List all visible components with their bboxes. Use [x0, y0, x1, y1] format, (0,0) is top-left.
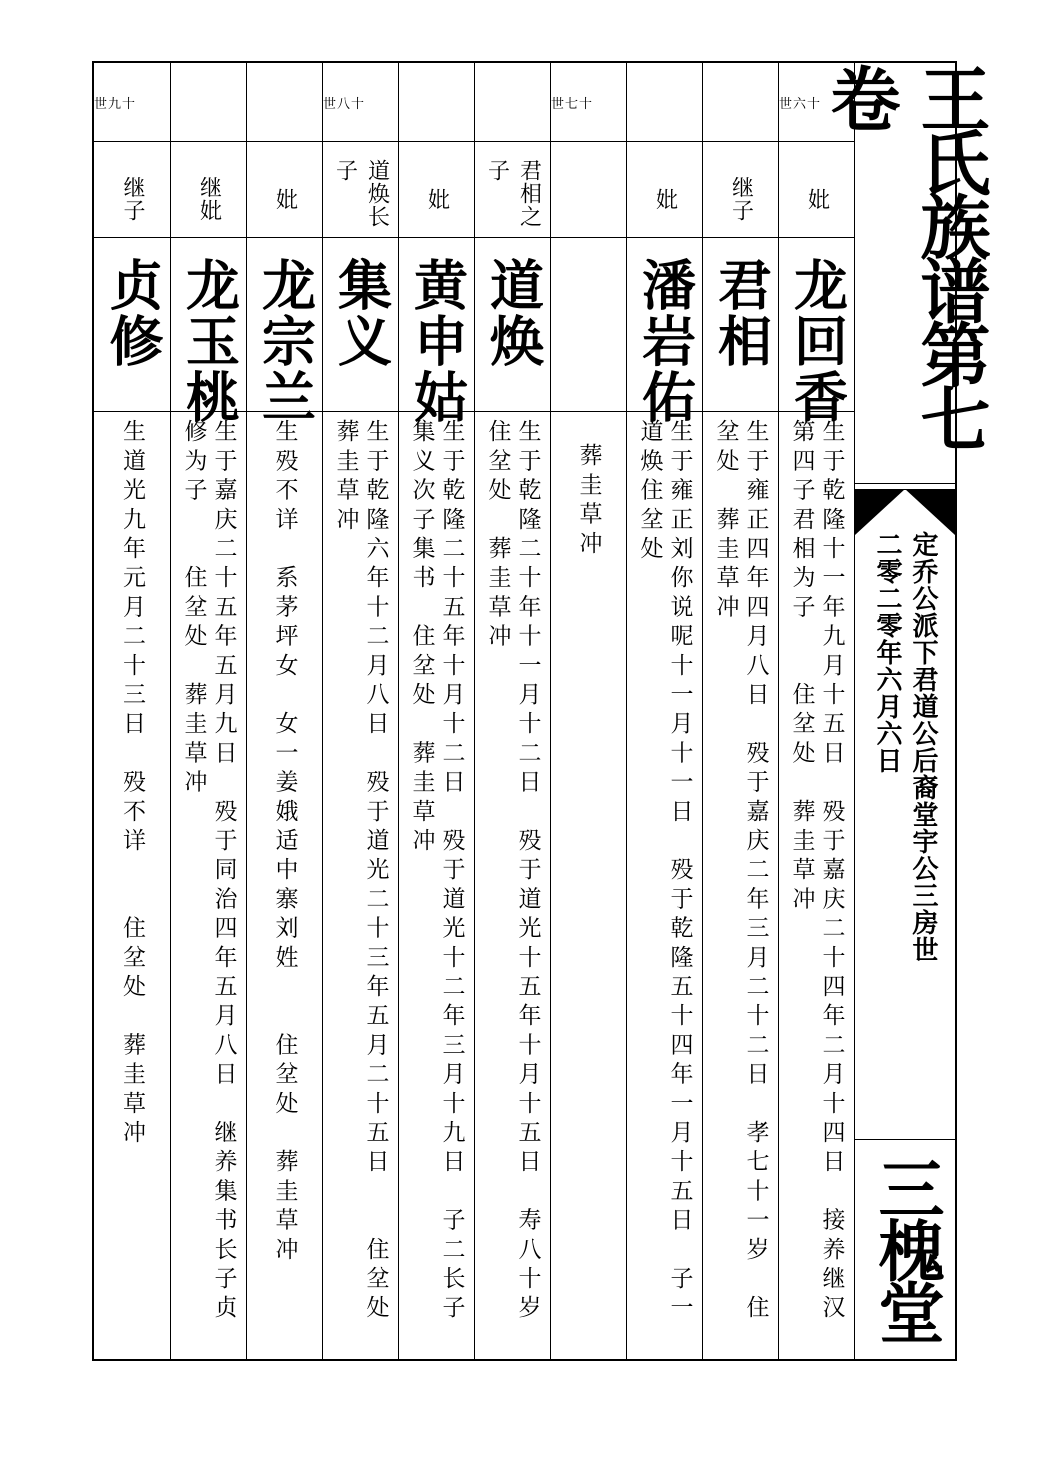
person-name: 潘岩佑	[633, 257, 697, 425]
generation-label: 世六十	[779, 97, 822, 112]
role-label: 妣	[804, 187, 830, 211]
role-label: 君相之子	[484, 159, 542, 228]
column-huang-shengu	[399, 63, 475, 1359]
row-divider-role	[94, 237, 855, 238]
row-divider-generation	[94, 141, 855, 142]
biography-text: 葬圭草冲	[575, 443, 602, 560]
generation-label: 世九十	[94, 97, 137, 112]
hall-separator	[855, 1139, 955, 1140]
role-label: 妣	[424, 187, 450, 211]
person-name: 君相	[709, 257, 773, 369]
lineage-subtitle: 定乔公派下君道公后裔堂宇公三房世	[908, 531, 938, 963]
book-title: 王氏族谱第七卷	[819, 63, 991, 447]
role-label: 妣	[652, 187, 678, 211]
biography-text: 生于乾隆十一年九月十五日 殁于嘉庆二十四年二月十四日 接养继汉第四子君相为子 住坌处 葬圭草冲	[788, 419, 845, 1325]
column-jun-xiang	[703, 63, 779, 1359]
column-long-yutao	[171, 63, 247, 1359]
fish-tail-ornament-icon	[855, 487, 955, 537]
biography-text: 生于乾隆二十年十一月十二日 殁于道光十五年十月十五日 寿八十岁 住坌处 葬圭草冲	[484, 419, 541, 1354]
generation-label: 世八十	[323, 97, 366, 112]
person-name: 贞修	[101, 257, 164, 369]
date-subtitle: 二零二零年六月六日	[872, 531, 902, 774]
role-label: 道焕长子	[332, 159, 390, 228]
person-name: 龙玉桃	[177, 257, 241, 425]
person-name: 龙回香	[785, 257, 849, 425]
biography-text: 生于乾隆六年十二月八日 殁于道光二十三年五月二十五日 住坌处 葬圭草冲	[332, 419, 389, 1354]
biography-text: 生道光九年元月二十三日 殁不详 住坌处 葬圭草冲	[119, 419, 145, 1149]
hall-name: 三槐堂	[867, 1155, 944, 1341]
generation-label: 世七十	[551, 97, 594, 112]
role-label: 继子	[728, 176, 754, 222]
title-separator	[855, 483, 955, 484]
column-pan-yanyou	[627, 63, 703, 1359]
column-dao-huan	[475, 63, 551, 1359]
column-ji-yi	[323, 63, 399, 1359]
biography-text: 生殁不详 系茅坪女 女一姜娥适中寨刘姓 住坌处 葬圭草冲	[271, 419, 298, 1266]
person-name: 龙宗兰	[253, 257, 317, 425]
column-long-zonglan	[247, 63, 323, 1359]
row-divider-name	[94, 411, 855, 412]
role-label: 继妣	[196, 176, 222, 222]
genealogy-page	[92, 61, 991, 1361]
column-zhen-xiu	[94, 63, 171, 1359]
biography-text: 生于乾隆二十五年十月十二日 殁于道光十二年三月十九日 子二长子集义次子集书 住坌处 葬圭草冲	[408, 419, 465, 1325]
biography-text: 生于雍正四年四月八日 殁于嘉庆二年三月二十二日 孝七十一岁 住坌处 葬圭草冲	[712, 419, 769, 1325]
role-label: 妣	[272, 187, 298, 211]
biography-text: 生于嘉庆二十五年五月九日 殁于同治四年五月八日 继养集书长子贞修为子 住坌处 葬圭草冲	[180, 419, 237, 1325]
column-burial-note	[551, 63, 627, 1359]
person-name: 道焕	[481, 257, 545, 369]
person-name: 黄申姑	[405, 257, 469, 425]
role-label: 继子	[120, 176, 145, 222]
title-panel	[819, 63, 991, 1359]
biography-text: 生于雍正刘你说呢十一月十一日 殁于乾隆五十四年一月十五日 子一道焕住坌处	[636, 419, 693, 1325]
person-name: 集义	[329, 257, 393, 369]
